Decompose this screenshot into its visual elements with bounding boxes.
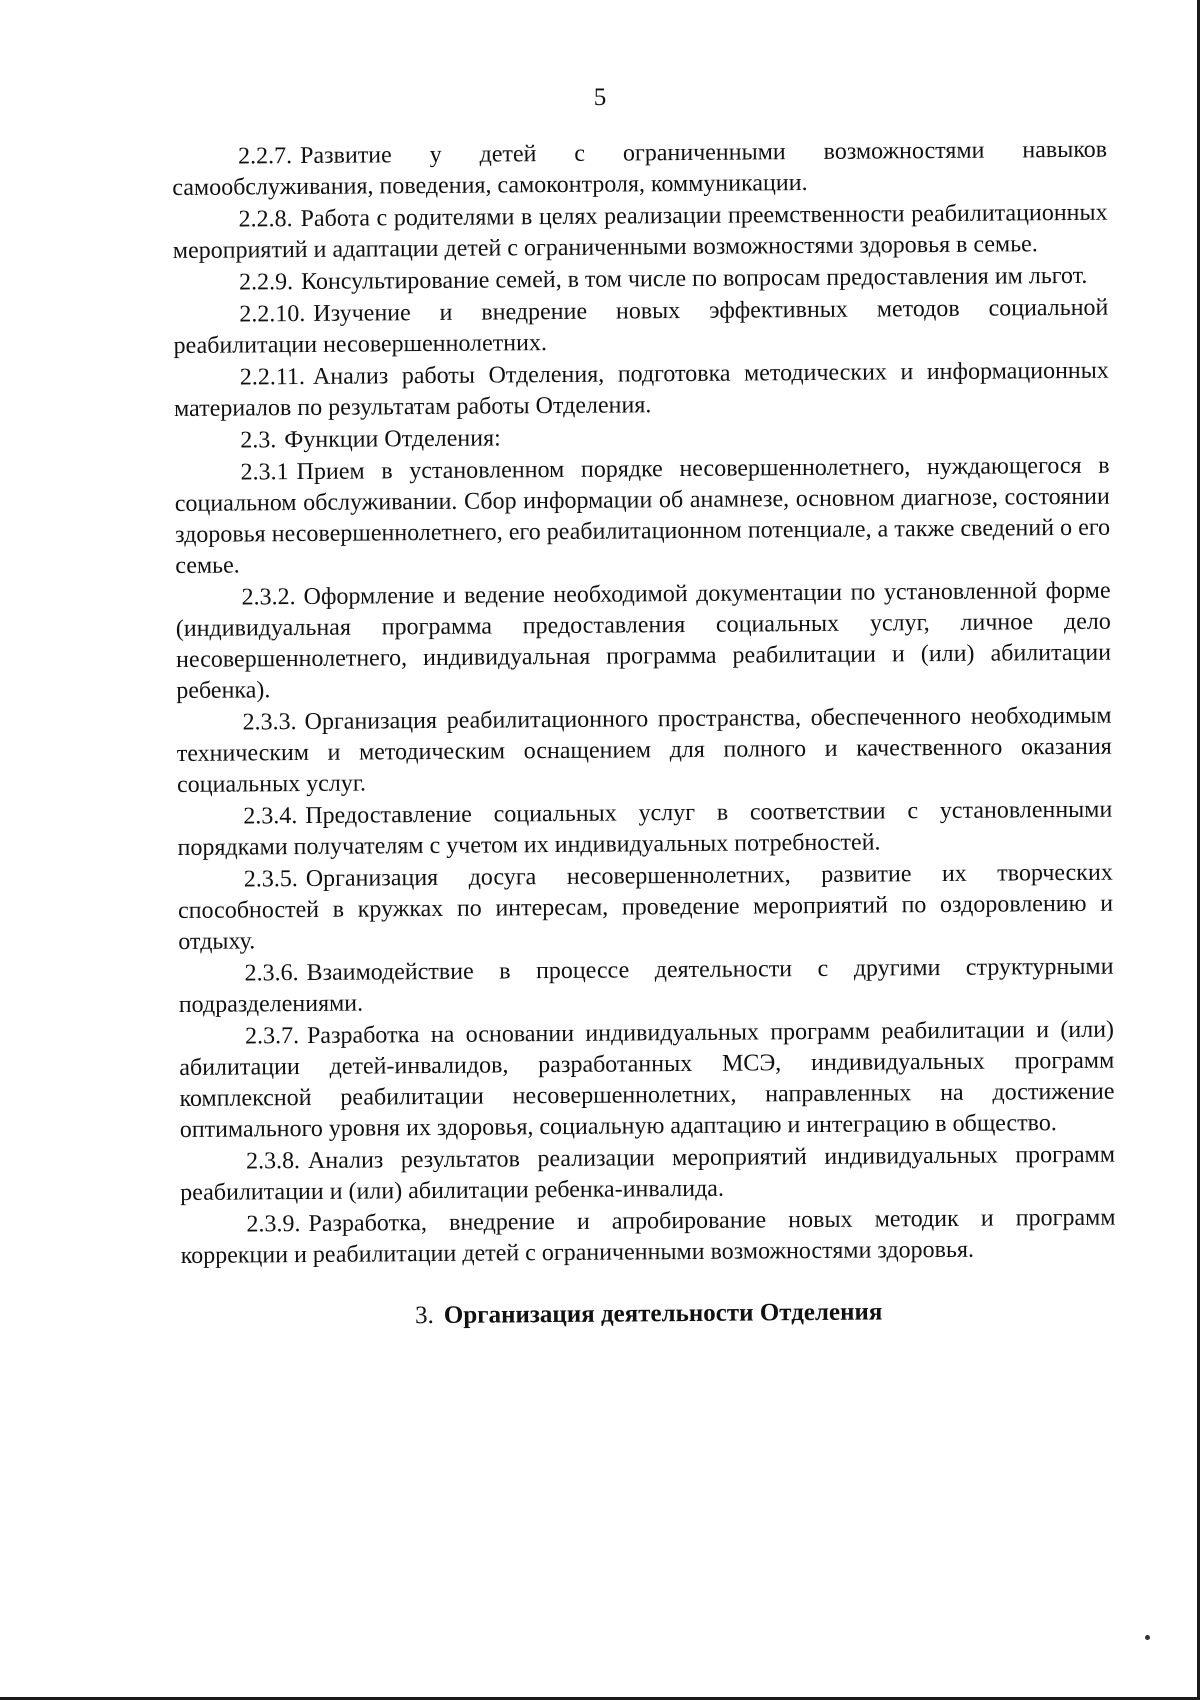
paragraph-2-3-1 [174,451,1110,582]
paragraph-2-2-7 [172,135,1107,204]
paragraph-2-3-2 [175,576,1111,707]
paragraph-number: 2.3.8. [245,1148,301,1175]
section-title: Организация деятельности Отделения [443,1298,883,1329]
paragraph-number: 2.3.2. [241,584,296,611]
document-body [172,135,1116,1333]
paragraph-number: 2.3.6. [244,960,299,987]
paragraph-2-3-5 [178,858,1114,958]
paragraph-text: Разработка на основании индивидуальных программ реабилитации и (или) абилитации детей-инвалидов, разработанных МСЭ, индивидуальных программ комплексной реабилитации несовершеннолетних, направленных на достижение оптимального уровня их здоровья, социальную адаптацию и интеграцию в общество. [179,1016,1115,1143]
paragraph-2-3-8 [180,1140,1115,1209]
section-number: 3. [414,1301,434,1330]
paragraph-number: 2.2.7. [238,143,293,170]
paragraph-text: Предоставление социальных услуг в соответствии с установленными порядками получателям с учетом их индивидуальных потребностей. [177,796,1113,861]
paragraph-number: 2.3.9. [246,1211,301,1238]
paragraph-number: 2.3.4. [243,803,298,830]
paragraph-text: Оформление и ведение необходимой документации по установленной форме (индивидуальная программа предоставления социальных услуг, личное дело несовершеннолетнего, индивидуальная программа реабилитации и (или) абилитации ребенка). [175,577,1112,704]
paragraph-text: Разработка, внедрение и апробирование новых методик и программ коррекции и реабилитации детей с ограниченными возможностями здоровья. [180,1204,1116,1269]
paragraph-text: Организация реабилитационного пространства, обеспеченного необходимым техническим и методическим оснащением для полного и качественного оказания социальных услуг. [176,702,1112,798]
paragraph-text: Взаимодействие в процессе деятельности с другими структурными подразделениями. [178,953,1114,1018]
paragraph-text: Анализ результатов реализации мероприятий индивидуальных программ реабилитации и (или) абилитации ребенка-инвалида. [180,1141,1116,1206]
paragraph-number: 2.3.3. [242,709,297,736]
paragraph-text: Организация досуга несовершеннолетних, развитие их творческих способностей в кружках по интересам, проведение мероприятий по оздоровлению и отдыху. [177,859,1114,955]
paragraph-text: Работа с родителями в целях реализации преемственности реабилитационных мероприятий и адаптации детей с ограниченными возможностями здоровья в семье. [172,199,1108,264]
paragraph-2-3-3 [176,701,1112,801]
paragraph-number: 2.3.1 [240,459,289,486]
paragraph-2-3-9 [180,1203,1115,1272]
paragraph-2-3-7 [179,1015,1115,1146]
scan-speck [1145,1635,1150,1640]
paragraph-2-2-11 [174,356,1109,425]
paragraph-2-2-10 [173,293,1108,362]
paragraph-2-3-6 [178,952,1113,1021]
section-heading [181,1295,1116,1333]
paragraph-number: 2.3. [240,427,277,454]
paragraph-text: Анализ работы Отделения, подготовка методических и информационных материалов по результатам работы Отделения. [173,357,1109,422]
paragraph-text: Функции Отделения: [284,425,501,454]
paragraph-number: 2.3.7. [244,1023,300,1050]
paragraph-text: Прием в установленном порядке несовершеннолетнего, нуждающегося в социальном обслуживании. Сбор информации об анамнезе, основном диагнозе, состоянии здоровья несовершеннолетнего, его реабилитационном потенциале, а также сведений о его семье. [174,452,1111,579]
paragraph-2-2-8 [172,198,1107,267]
paragraph-2-3-4 [177,795,1112,864]
paragraph-number: 2.3.5. [243,866,298,893]
page-number: 5 [593,84,607,111]
paragraph-number: 2.2.11. [239,363,306,391]
paragraph-number: 2.2.8. [238,206,293,233]
paragraph-text: Изучение и внедрение новых эффективных методов социальной реабилитации несовершеннолетних. [173,294,1109,359]
paragraph-text: Консультирование семей, в том числе по вопросам предоставления им льгот. [301,262,1088,295]
paragraph-number: 2.2.10. [239,300,306,328]
paragraph-text: Развитие у детей с ограниченными возможностями навыков самообслуживания, поведения, самоконтроля, коммуникации. [172,136,1108,201]
paragraph-number: 2.2.9. [239,269,294,296]
